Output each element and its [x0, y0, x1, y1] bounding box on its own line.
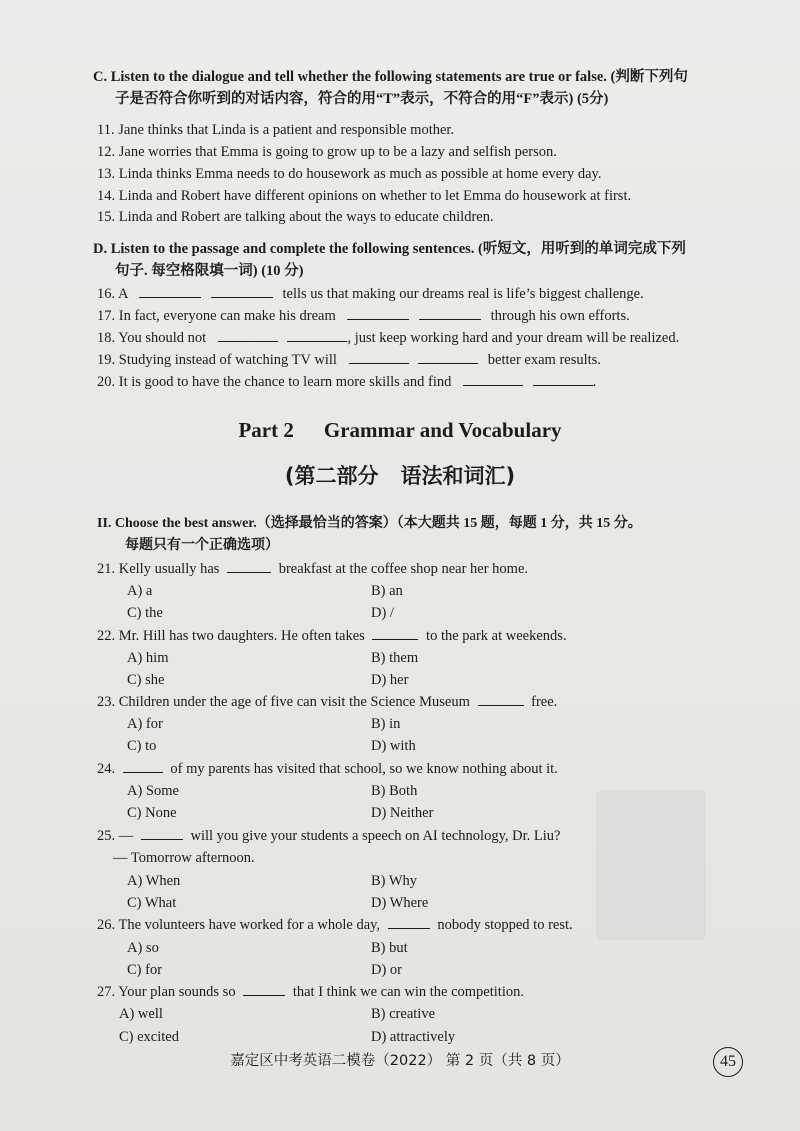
answer-blank[interactable] [139, 285, 201, 298]
item-text-after: better exam results. [487, 352, 601, 368]
option-a[interactable]: A) for [127, 716, 163, 732]
section-c-item: 11. Jane thinks that Linda is a patient and responsible mother. [97, 122, 455, 138]
stem-before: 21. Kelly usually has [97, 561, 220, 577]
stem-after: nobody stopped to rest. [437, 917, 573, 933]
item-text-after: , just keep working hard and your dream will be realized. [347, 330, 680, 346]
stem-before: 25. — [97, 828, 134, 844]
dialogue-reply: — Tomorrow afternoon. [113, 850, 255, 866]
option-d[interactable]: D) or [371, 962, 403, 978]
answer-blank[interactable] [388, 916, 430, 929]
question-stem [97, 693, 557, 711]
answer-blank[interactable] [211, 285, 273, 298]
section-c-item: 15. Linda and Robert are talking about the ways to educate children. [97, 209, 494, 225]
section-ii-heading-line1: II. Choose the best answer.（选择最恰当的答案）（本大题共 15 题，每题 1 分，共 15 分。 [97, 516, 642, 531]
section-c-item: 14. Linda and Robert have different opinions on whether to let Emma do housework at first. [97, 188, 632, 204]
option-a[interactable]: A) him [127, 650, 169, 666]
option-b[interactable]: B) but [371, 940, 408, 956]
part-cn-open: (第二部分 [284, 464, 379, 488]
option-c[interactable]: C) excited [119, 1029, 179, 1045]
section-d-item [97, 285, 644, 303]
question-stem [97, 560, 528, 578]
section-d-heading-line1: D. Listen to the passage and complete the following sentences. (听短文，用听到的单词完成下列 [93, 241, 686, 257]
question-stem [97, 983, 524, 1001]
answer-blank[interactable] [418, 351, 478, 364]
item-text-after: tells us that making our dreams real is life’s biggest challenge. [282, 286, 644, 302]
option-d[interactable]: D) Where [371, 895, 429, 911]
option-a[interactable]: A) When [127, 873, 181, 889]
answer-blank[interactable] [463, 373, 523, 386]
option-d[interactable]: D) / [371, 605, 394, 621]
option-d[interactable]: D) her [371, 672, 409, 688]
answer-blank[interactable] [349, 351, 409, 364]
option-b[interactable]: B) an [371, 583, 403, 599]
answer-blank[interactable] [141, 827, 183, 840]
item-text-before: 18. You should not [97, 330, 207, 346]
question-stem [97, 760, 558, 778]
answer-blank[interactable] [478, 693, 524, 706]
question-stem [97, 627, 567, 645]
stem-before: 24. [97, 761, 116, 777]
item-text-before: 16. A [97, 286, 128, 302]
option-c[interactable]: C) What [127, 895, 177, 911]
option-b[interactable]: B) creative [371, 1006, 436, 1022]
part-title-chinese [0, 463, 800, 489]
answer-blank[interactable] [347, 307, 409, 320]
option-c[interactable]: C) for [127, 962, 163, 978]
item-text-after: . [592, 374, 597, 390]
section-c-item: 13. Linda thinks Emma needs to do housework as much as possible at home every day. [97, 166, 602, 182]
option-c[interactable]: C) she [127, 672, 165, 688]
option-b[interactable]: B) Why [371, 873, 418, 889]
section-d-heading-line2: 句子. 每空格限填一词) (10 分) [115, 263, 304, 279]
option-b[interactable]: B) in [371, 716, 401, 732]
question-stem [97, 916, 573, 934]
item-text-after: through his own efforts. [490, 308, 630, 324]
stem-before: 23. Children under the age of five can visit the Science Museum [97, 694, 470, 710]
option-b[interactable]: B) them [371, 650, 419, 666]
option-a[interactable]: A) a [127, 583, 153, 599]
part-title [0, 417, 800, 443]
option-c[interactable]: C) the [127, 605, 163, 621]
stem-before: 27. Your plan sounds so [97, 984, 236, 1000]
stem-after: breakfast at the coffee shop near her home. [278, 561, 529, 577]
scan-smudge [596, 790, 706, 940]
answer-blank[interactable] [533, 373, 593, 386]
answer-blank[interactable] [218, 329, 278, 342]
answer-blank[interactable] [287, 329, 347, 342]
page-badge: 45 [713, 1047, 743, 1077]
option-a[interactable]: A) Some [127, 783, 179, 799]
section-d-item [97, 307, 630, 325]
stem-before: 26. The volunteers have worked for a whole day, [97, 917, 381, 933]
option-d[interactable]: D) with [371, 738, 416, 754]
section-d-item [97, 329, 679, 347]
answer-blank[interactable] [243, 983, 285, 996]
part-name: Grammar and Vocabulary [323, 418, 562, 442]
answer-blank[interactable] [372, 627, 418, 640]
item-text-before: 20. It is good to have the chance to learn more skills and find [97, 374, 452, 390]
answer-blank[interactable] [227, 560, 271, 573]
option-c[interactable]: C) None [127, 805, 177, 821]
option-d[interactable]: D) attractively [371, 1029, 456, 1045]
stem-after: free. [531, 694, 558, 710]
option-a[interactable]: A) so [127, 940, 159, 956]
item-text-before: 19. Studying instead of watching TV will [97, 352, 337, 368]
option-b[interactable]: B) Both [371, 783, 418, 799]
stem-after: to the park at weekends. [426, 628, 567, 644]
part-label: Part 2 [238, 418, 294, 442]
section-ii-heading-line2: 每题只有一个正确选项） [125, 538, 279, 553]
answer-blank[interactable] [419, 307, 481, 320]
section-c-heading-line2: 子是否符合你听到的对话内容，符合的用“T”表示，不符合的用“F”表示) (5分) [115, 91, 609, 107]
section-c-heading-line1: C. Listen to the dialogue and tell whether the following statements are true or false. (判断下列句 [93, 69, 688, 85]
option-d[interactable]: D) Neither [371, 805, 434, 821]
section-d-item [97, 373, 596, 391]
page-footer: 嘉定区中考英语二模卷（2022） 第 2 页（共 8 页） [230, 1053, 570, 1069]
section-d-item [97, 351, 601, 369]
stem-after: of my parents has visited that school, so we know nothing about it. [170, 761, 558, 777]
option-a[interactable]: A) well [119, 1006, 163, 1022]
stem-before: 22. Mr. Hill has two daughters. He often takes [97, 628, 365, 644]
answer-blank[interactable] [123, 760, 163, 773]
option-c[interactable]: C) to [127, 738, 157, 754]
part-cn-close: 语法和词汇) [400, 464, 516, 488]
question-stem [97, 827, 560, 845]
item-text-before: 17. In fact, everyone can make his dream [97, 308, 336, 324]
stem-after: will you give your students a speech on AI technology, Dr. Liu? [190, 828, 561, 844]
section-c-item: 12. Jane worries that Emma is going to grow up to be a lazy and selfish person. [97, 144, 557, 160]
stem-after: that I think we can win the competition. [292, 984, 524, 1000]
